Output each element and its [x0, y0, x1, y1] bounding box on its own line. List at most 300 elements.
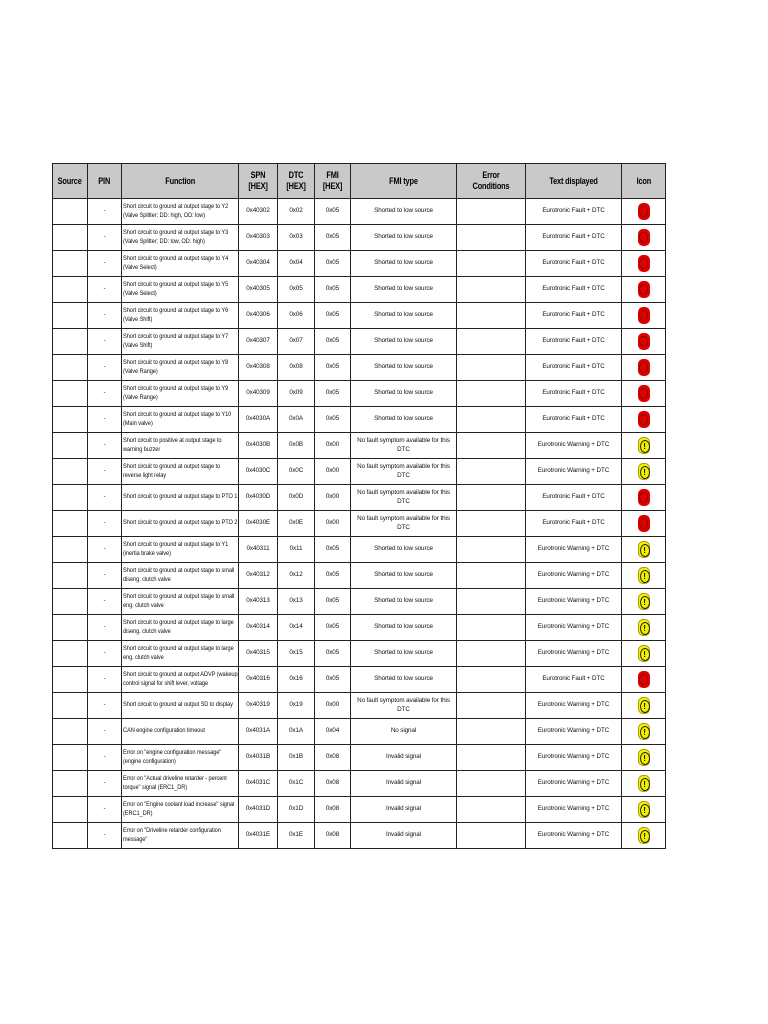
spn-cell-text: 0x40308: [246, 363, 270, 371]
text-displayed-cell-text: Eurotronic Fault + DTC: [542, 337, 605, 345]
header-error-conditions: Error Conditions: [457, 164, 526, 199]
function-cell: [122, 537, 239, 563]
fmi-type-cell: [351, 277, 457, 303]
text-displayed-cell: [526, 771, 622, 797]
spn-cell: [239, 797, 278, 823]
dtc-cell-text: 0x06: [289, 311, 303, 319]
spn-cell-text: 0x40311: [246, 545, 270, 553]
dtc-cell-text: 0x07: [289, 337, 303, 345]
table-row: [53, 225, 666, 251]
table-row: [53, 745, 666, 771]
spn-cell: [239, 667, 278, 693]
fmi-type-cell: [351, 563, 457, 589]
dtc-cell-text: 0x09: [289, 389, 303, 397]
fmi-type-cell: [351, 641, 457, 667]
icon-cell: [622, 719, 666, 745]
pin-cell: [88, 225, 122, 251]
header-pin: PIN: [88, 164, 122, 199]
table-row: [53, 719, 666, 745]
fmi-type-cell-text: Shorted to low source: [374, 259, 433, 267]
text-displayed-cell-text: Eurotronic Warning + DTC: [537, 571, 610, 579]
function-cell: [122, 459, 239, 485]
fmi-type-cell: [351, 199, 457, 225]
fmi-cell: [315, 485, 351, 511]
fmi-type-cell-text: Shorted to low source: [374, 545, 433, 553]
icon-cell: [622, 485, 666, 511]
dtc-cell-text: 0x1B: [289, 753, 303, 761]
icon-cell: [622, 225, 666, 251]
fmi-cell-text: 0x05: [325, 207, 340, 215]
spn-cell: [239, 251, 278, 277]
pin-cell: [88, 771, 122, 797]
pin-cell-text: -: [103, 285, 106, 293]
function-cell: [122, 719, 239, 745]
source-cell: [53, 719, 88, 745]
icon-cell: [622, 277, 666, 303]
spn-cell: [239, 329, 278, 355]
warning-icon: [638, 749, 650, 766]
function-cell: [122, 615, 239, 641]
pin-cell-text: -: [103, 701, 106, 709]
text-displayed-cell-text: Eurotronic Fault + DTC: [542, 493, 605, 501]
table-row: [53, 797, 666, 823]
fault-icon: [638, 515, 650, 532]
source-cell: [53, 329, 88, 355]
fmi-type-cell-text: Invalid signal: [385, 753, 421, 761]
warning-icon: [638, 541, 650, 558]
function-cell-text: Short circuit to ground at output stage to Y6 (Valve Shift): [123, 307, 229, 323]
error-conditions-cell: [457, 225, 526, 251]
spn-cell-text: 0x40313: [246, 597, 270, 605]
table-row: [53, 823, 666, 849]
function-cell: [122, 329, 239, 355]
table-row: [53, 667, 666, 693]
fault-icon: [638, 489, 650, 506]
text-displayed-cell-text: Eurotronic Warning + DTC: [537, 649, 610, 657]
pin-cell-text: -: [103, 779, 106, 787]
spn-cell-text: 0x4030C: [245, 467, 271, 475]
pin-cell: [88, 355, 122, 381]
fault-icon: [638, 203, 650, 220]
fmi-type-cell-text: No signal: [390, 727, 417, 735]
spn-cell-text: 0x40303: [246, 233, 270, 241]
spn-cell: [239, 563, 278, 589]
text-displayed-cell-text: Eurotronic Warning + DTC: [537, 831, 610, 839]
fmi-cell-text: 0x08: [325, 831, 340, 839]
fmi-cell: [315, 199, 351, 225]
pin-cell-text: -: [103, 311, 106, 319]
spn-cell: [239, 641, 278, 667]
source-cell: [53, 485, 88, 511]
dtc-cell: [278, 511, 315, 537]
source-cell: [53, 563, 88, 589]
text-displayed-cell: [526, 433, 622, 459]
pin-cell-text: -: [103, 259, 106, 267]
fmi-type-cell-text: Shorted to low source: [374, 389, 433, 397]
fmi-cell-text: 0x05: [325, 649, 340, 657]
function-cell-text: Short circuit to ground at output stage to small diseng. clutch valve: [123, 567, 235, 583]
dtc-cell: [278, 615, 315, 641]
warning-icon: [638, 645, 650, 662]
function-cell: [122, 797, 239, 823]
header-dtc: DTC [HEX]: [278, 164, 315, 199]
fmi-type-cell-text: Invalid signal: [385, 831, 421, 839]
spn-cell: [239, 823, 278, 849]
icon-cell: [622, 381, 666, 407]
dtc-cell-text: 0x15: [289, 649, 303, 657]
pin-cell-text: -: [103, 519, 106, 527]
fmi-type-cell-text: Shorted to low source: [374, 623, 433, 631]
dtc-cell: [278, 225, 315, 251]
fmi-type-cell: [351, 797, 457, 823]
pin-cell: [88, 199, 122, 225]
function-cell: [122, 433, 239, 459]
fault-icon: [638, 255, 650, 272]
text-displayed-cell: [526, 381, 622, 407]
icon-cell: [622, 667, 666, 693]
dtc-cell: [278, 537, 315, 563]
fmi-cell: [315, 823, 351, 849]
dtc-cell-text: 0x05: [289, 285, 303, 293]
error-conditions-cell: [457, 693, 526, 719]
spn-cell: [239, 303, 278, 329]
dtc-cell-text: 0x0A: [289, 415, 303, 423]
icon-cell: [622, 589, 666, 615]
spn-cell-text: 0x4030B: [245, 441, 271, 449]
dtc-cell: [278, 667, 315, 693]
fmi-cell-text: 0x00: [325, 519, 340, 527]
table-row: [53, 771, 666, 797]
icon-cell: [622, 329, 666, 355]
fmi-cell: [315, 537, 351, 563]
fmi-type-cell-text: Invalid signal: [385, 779, 421, 787]
dtc-cell-text: 0x0D: [288, 493, 304, 501]
dtc-cell-text: 0x08: [289, 363, 303, 371]
fault-icon: [638, 671, 650, 688]
error-conditions-cell: [457, 485, 526, 511]
dtc-cell: [278, 719, 315, 745]
source-cell: [53, 199, 88, 225]
text-displayed-cell: [526, 485, 622, 511]
source-cell: [53, 641, 88, 667]
text-displayed-cell: [526, 537, 622, 563]
fmi-cell-text: 0x05: [325, 311, 340, 319]
fmi-cell: [315, 719, 351, 745]
fmi-cell: [315, 251, 351, 277]
dtc-table: [52, 163, 666, 849]
table-row: [53, 277, 666, 303]
dtc-cell-text: 0x13: [289, 597, 303, 605]
fmi-cell-text: 0x00: [325, 493, 340, 501]
table-row: [53, 329, 666, 355]
function-cell-text: Short circuit to ground at output stage to large diseng. clutch valve: [123, 619, 234, 635]
pin-cell-text: -: [103, 623, 106, 631]
text-displayed-cell: [526, 693, 622, 719]
dtc-cell: [278, 693, 315, 719]
function-cell-text: Short circuit to ground at output stage to Y1 (inertia brake valve): [123, 541, 229, 557]
text-displayed-cell-text: Eurotronic Warning + DTC: [537, 779, 610, 787]
function-cell: [122, 589, 239, 615]
pin-cell-text: -: [103, 831, 106, 839]
fmi-type-cell: [351, 823, 457, 849]
fmi-cell-text: 0x04: [325, 727, 340, 735]
text-displayed-cell: [526, 667, 622, 693]
fmi-cell: [315, 355, 351, 381]
function-cell: [122, 641, 239, 667]
fmi-type-cell-text: Shorted to low source: [374, 337, 433, 345]
fmi-cell: [315, 329, 351, 355]
function-cell-text: Error on "Engine coolant load increase" signal (ERC1_DR): [123, 801, 235, 817]
function-cell-text: Short circuit to ground at output stage to Y7 (Valve Shift): [123, 333, 229, 349]
error-conditions-cell: [457, 511, 526, 537]
function-cell-text: Short circuit to ground at output stage to Y8 (Valve Range): [123, 359, 229, 375]
table-row: [53, 589, 666, 615]
pin-cell: [88, 823, 122, 849]
pin-cell: [88, 251, 122, 277]
warning-icon: [638, 567, 650, 584]
fmi-cell-text: 0x05: [325, 571, 340, 579]
icon-cell: [622, 745, 666, 771]
source-cell: [53, 797, 88, 823]
warning-icon: [638, 437, 650, 454]
error-conditions-cell: [457, 277, 526, 303]
text-displayed-cell-text: Eurotronic Fault + DTC: [542, 285, 605, 293]
source-cell: [53, 381, 88, 407]
warning-icon: [638, 801, 650, 818]
source-cell: [53, 771, 88, 797]
fmi-cell-text: 0x05: [325, 415, 340, 423]
pin-cell: [88, 641, 122, 667]
function-cell-text: Short circuit to positive at output stage to warning buzzer: [123, 437, 222, 453]
fmi-type-cell-text: No fault symptom available for this DTC: [357, 515, 450, 531]
source-cell: [53, 693, 88, 719]
function-cell: [122, 381, 239, 407]
fmi-type-cell: [351, 745, 457, 771]
error-conditions-cell: [457, 199, 526, 225]
function-cell-text: Error on "Actual driveline retarder - percent torque" signal (ERC1_DR): [123, 775, 227, 791]
header-icon: Icon: [622, 164, 666, 199]
fault-icon: [638, 281, 650, 298]
dtc-cell-text: 0x0E: [289, 519, 303, 527]
fmi-cell: [315, 381, 351, 407]
text-displayed-cell: [526, 823, 622, 849]
text-displayed-cell-text: Eurotronic Fault + DTC: [542, 675, 605, 683]
function-cell-text: Short circuit to ground at output stage to small eng. clutch valve: [123, 593, 235, 609]
spn-cell-text: 0x40316: [246, 675, 270, 683]
spn-cell: [239, 511, 278, 537]
warning-icon: [638, 697, 650, 714]
pin-cell: [88, 719, 122, 745]
source-cell: [53, 823, 88, 849]
fmi-type-cell-text: No fault symptom available for this DTC: [357, 463, 450, 479]
fmi-type-cell-text: No fault symptom available for this DTC: [357, 697, 450, 713]
text-displayed-cell-text: Eurotronic Fault + DTC: [542, 415, 605, 423]
warning-icon: [638, 827, 650, 844]
text-displayed-cell-text: Eurotronic Fault + DTC: [542, 207, 605, 215]
text-displayed-cell-text: Eurotronic Fault + DTC: [542, 389, 605, 397]
dtc-cell-text: 0x0B: [289, 441, 303, 449]
dtc-cell-text: 0x04: [289, 259, 303, 267]
error-conditions-cell: [457, 459, 526, 485]
fmi-type-cell: [351, 381, 457, 407]
pin-cell-text: -: [103, 571, 106, 579]
fmi-cell: [315, 667, 351, 693]
pin-cell-text: -: [103, 441, 106, 449]
function-cell-text: Short circuit to ground at output stage to Y3 (Valve Splitter; DD: low, OD: high): [123, 229, 229, 245]
dtc-cell-text: 0x1E: [289, 831, 303, 839]
text-displayed-cell: [526, 407, 622, 433]
pin-cell: [88, 277, 122, 303]
source-cell: [53, 303, 88, 329]
text-displayed-cell: [526, 719, 622, 745]
source-cell: [53, 537, 88, 563]
table-row: [53, 381, 666, 407]
pin-cell-text: -: [103, 363, 106, 371]
text-displayed-cell-text: Eurotronic Fault + DTC: [542, 363, 605, 371]
fmi-cell: [315, 225, 351, 251]
text-displayed-cell: [526, 563, 622, 589]
fault-icon: [638, 385, 650, 402]
dtc-cell-text: 0x02: [289, 207, 303, 215]
pin-cell: [88, 537, 122, 563]
dtc-cell: [278, 277, 315, 303]
table-body: [53, 199, 666, 849]
fmi-type-cell: [351, 511, 457, 537]
source-cell: [53, 433, 88, 459]
warning-icon: [638, 723, 650, 740]
table-row: [53, 355, 666, 381]
source-cell: [53, 251, 88, 277]
icon-cell: [622, 615, 666, 641]
function-cell: [122, 485, 239, 511]
spn-cell-text: 0x4030A: [245, 415, 271, 423]
fmi-type-cell: [351, 667, 457, 693]
dtc-cell: [278, 433, 315, 459]
dtc-cell-text: 0x1C: [288, 779, 304, 787]
pin-cell-text: -: [103, 207, 106, 215]
table-row: [53, 615, 666, 641]
function-cell: [122, 199, 239, 225]
spn-cell: [239, 407, 278, 433]
header-fmi: FMI [HEX]: [315, 164, 351, 199]
fmi-cell: [315, 641, 351, 667]
error-conditions-cell: [457, 771, 526, 797]
fmi-type-cell: [351, 459, 457, 485]
fmi-cell-text: 0x05: [325, 363, 340, 371]
text-displayed-cell: [526, 459, 622, 485]
table-row: [53, 199, 666, 225]
function-cell: [122, 277, 239, 303]
fmi-cell-text: 0x05: [325, 337, 340, 345]
error-conditions-cell: [457, 589, 526, 615]
dtc-cell: [278, 355, 315, 381]
function-cell-text: CAN engine configuration timeout: [123, 727, 205, 735]
fmi-type-cell: [351, 303, 457, 329]
pin-cell: [88, 433, 122, 459]
fmi-type-cell-text: Shorted to low source: [374, 285, 433, 293]
fmi-type-cell: [351, 615, 457, 641]
spn-cell-text: 0x40305: [246, 285, 270, 293]
pin-cell-text: -: [103, 597, 106, 605]
text-displayed-cell-text: Eurotronic Fault + DTC: [542, 519, 605, 527]
fault-icon: [638, 333, 650, 350]
icon-cell: [622, 823, 666, 849]
icon-cell: [622, 511, 666, 537]
text-displayed-cell-text: Eurotronic Warning + DTC: [537, 753, 610, 761]
text-displayed-cell: [526, 511, 622, 537]
pin-cell: [88, 329, 122, 355]
dtc-cell-text: 0x19: [289, 701, 303, 709]
pin-cell: [88, 303, 122, 329]
dtc-cell: [278, 745, 315, 771]
spn-cell-text: 0x40319: [246, 701, 270, 709]
fmi-type-cell: [351, 407, 457, 433]
text-displayed-cell: [526, 329, 622, 355]
dtc-cell-text: 0x1A: [289, 727, 303, 735]
text-displayed-cell-text: Eurotronic Warning + DTC: [537, 597, 610, 605]
text-displayed-cell: [526, 797, 622, 823]
pin-cell-text: -: [103, 233, 106, 241]
spn-cell: [239, 485, 278, 511]
fmi-cell-text: 0x05: [325, 389, 340, 397]
spn-cell: [239, 589, 278, 615]
dtc-cell-text: 0x14: [289, 623, 303, 631]
function-cell: [122, 303, 239, 329]
text-displayed-cell-text: Eurotronic Fault + DTC: [542, 311, 605, 319]
fmi-cell-text: 0x00: [325, 467, 340, 475]
fmi-cell: [315, 407, 351, 433]
spn-cell: [239, 433, 278, 459]
text-displayed-cell: [526, 199, 622, 225]
warning-icon: [638, 593, 650, 610]
header-function: Function: [122, 164, 239, 199]
text-displayed-cell: [526, 277, 622, 303]
fmi-cell: [315, 277, 351, 303]
spn-cell-text: 0x4030D: [245, 493, 271, 501]
warning-icon: [638, 619, 650, 636]
source-cell: [53, 667, 88, 693]
error-conditions-cell: [457, 823, 526, 849]
fmi-cell: [315, 589, 351, 615]
source-cell: [53, 225, 88, 251]
fmi-type-cell-text: Shorted to low source: [374, 363, 433, 371]
fmi-cell-text: 0x05: [325, 259, 340, 267]
pin-cell: [88, 589, 122, 615]
spn-cell-text: 0x40304: [246, 259, 270, 267]
fmi-type-cell-text: Shorted to low source: [374, 415, 433, 423]
error-conditions-cell: [457, 667, 526, 693]
spn-cell: [239, 537, 278, 563]
table-row: [53, 641, 666, 667]
spn-cell-text: 0x4031D: [245, 805, 271, 813]
icon-cell: [622, 563, 666, 589]
function-cell: [122, 667, 239, 693]
spn-cell-text: 0x4031E: [245, 831, 271, 839]
warning-icon: [638, 775, 650, 792]
icon-cell: [622, 251, 666, 277]
dtc-cell: [278, 485, 315, 511]
fmi-type-cell-text: Shorted to low source: [374, 207, 433, 215]
fmi-cell-text: 0x00: [325, 441, 340, 449]
icon-cell: [622, 433, 666, 459]
header-fmi-type: FMI type: [351, 164, 457, 199]
spn-cell: [239, 459, 278, 485]
pin-cell: [88, 381, 122, 407]
pin-cell-text: -: [103, 805, 106, 813]
pin-cell: [88, 797, 122, 823]
dtc-cell: [278, 303, 315, 329]
fmi-cell-text: 0x05: [325, 233, 340, 241]
